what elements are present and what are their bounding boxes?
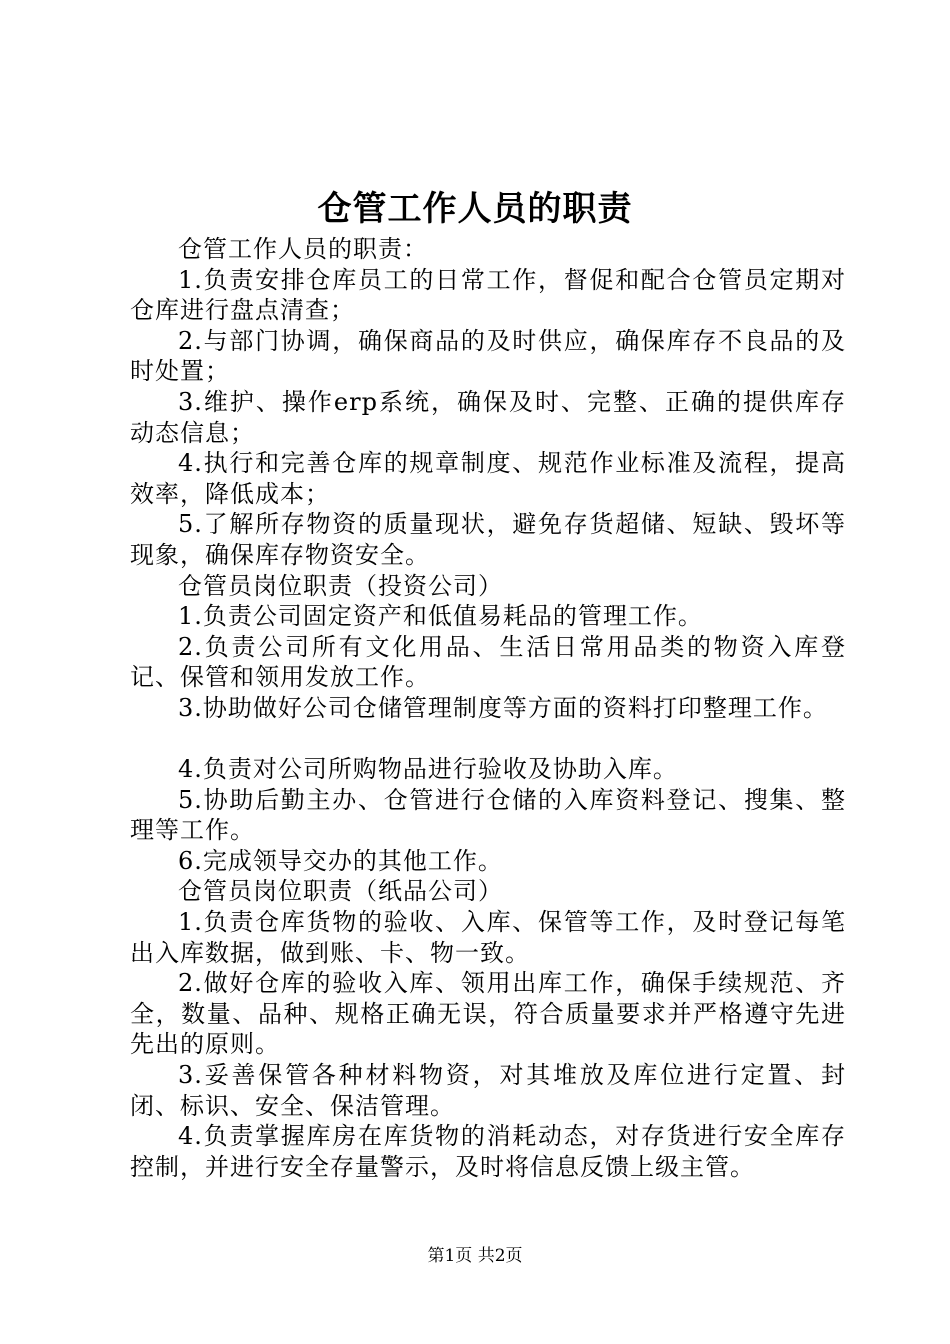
- paragraph: 4.执行和完善仓库的规章制度、规范作业标准及流程，提高效率，降低成本；: [130, 449, 846, 508]
- paragraph: 1.负责仓库货物的验收、入库、保管等工作，及时登记每笔出入库数据，做到账、卡、物一致。: [130, 908, 846, 967]
- paragraph: 1.负责公司固定资产和低值易耗品的管理工作。: [178, 602, 703, 631]
- paragraph: 仓管工作人员的职责：: [178, 235, 428, 263]
- paragraph: 3.协助做好公司仓储管理制度等方面的资料打印整理工作。: [178, 693, 828, 722]
- paragraph: 2.与部门协调，确保商品的及时供应，确保库存不良品的及时处置；: [130, 326, 846, 386]
- paragraph: 4.负责掌握库房在库货物的消耗动态，对存货进行安全库存控制，并进行安全存量警示，及时将信息反馈上级主管。: [130, 1122, 846, 1181]
- paragraph: 5.协助后勤主办、仓管进行仓储的入库资料登记、搜集、整理等工作。: [130, 785, 846, 845]
- paragraph: 3.维护、操作erp系统，确保及时、完整、正确的提供库存动态信息；: [130, 387, 846, 447]
- paragraph: 5.了解所存物资的质量现状，避免存货超储、短缺、毁坏等现象，确保库存物资安全。: [130, 510, 846, 569]
- paragraph: 2.做好仓库的验收入库、领用出库工作，确保手续规范、齐全，数量、品种、规格正确无误，符合质量要求并严格遵守先进先出的原则。: [130, 969, 846, 1059]
- section-heading: 仓管员岗位职责（纸品公司）: [178, 877, 503, 906]
- page-number-footer: 第1页 共2页: [427, 1246, 523, 1266]
- paragraph: 4.负责对公司所购物品进行验收及协助入库。: [178, 755, 678, 784]
- paragraph: 6.完成领导交办的其他工作。: [178, 846, 503, 875]
- paragraph: 1.负责安排仓库员工的日常工作，督促和配合仓管员定期对仓库进行盘点清查；: [130, 265, 846, 325]
- paragraph: 3.妥善保管各种材料物资，对其堆放及库位进行定置、封闭、标识、安全、保洁管理。: [130, 1061, 846, 1120]
- document-title: 仓管工作人员的职责: [317, 189, 633, 229]
- document-body: [130, 234, 846, 1182]
- paragraph: 2.负责公司所有文化用品、生活日常用品类的物资入库登记、保管和领用发放工作。: [130, 632, 846, 692]
- section-heading: 仓管员岗位职责（投资公司）: [178, 571, 503, 600]
- blank-line: [130, 724, 846, 755]
